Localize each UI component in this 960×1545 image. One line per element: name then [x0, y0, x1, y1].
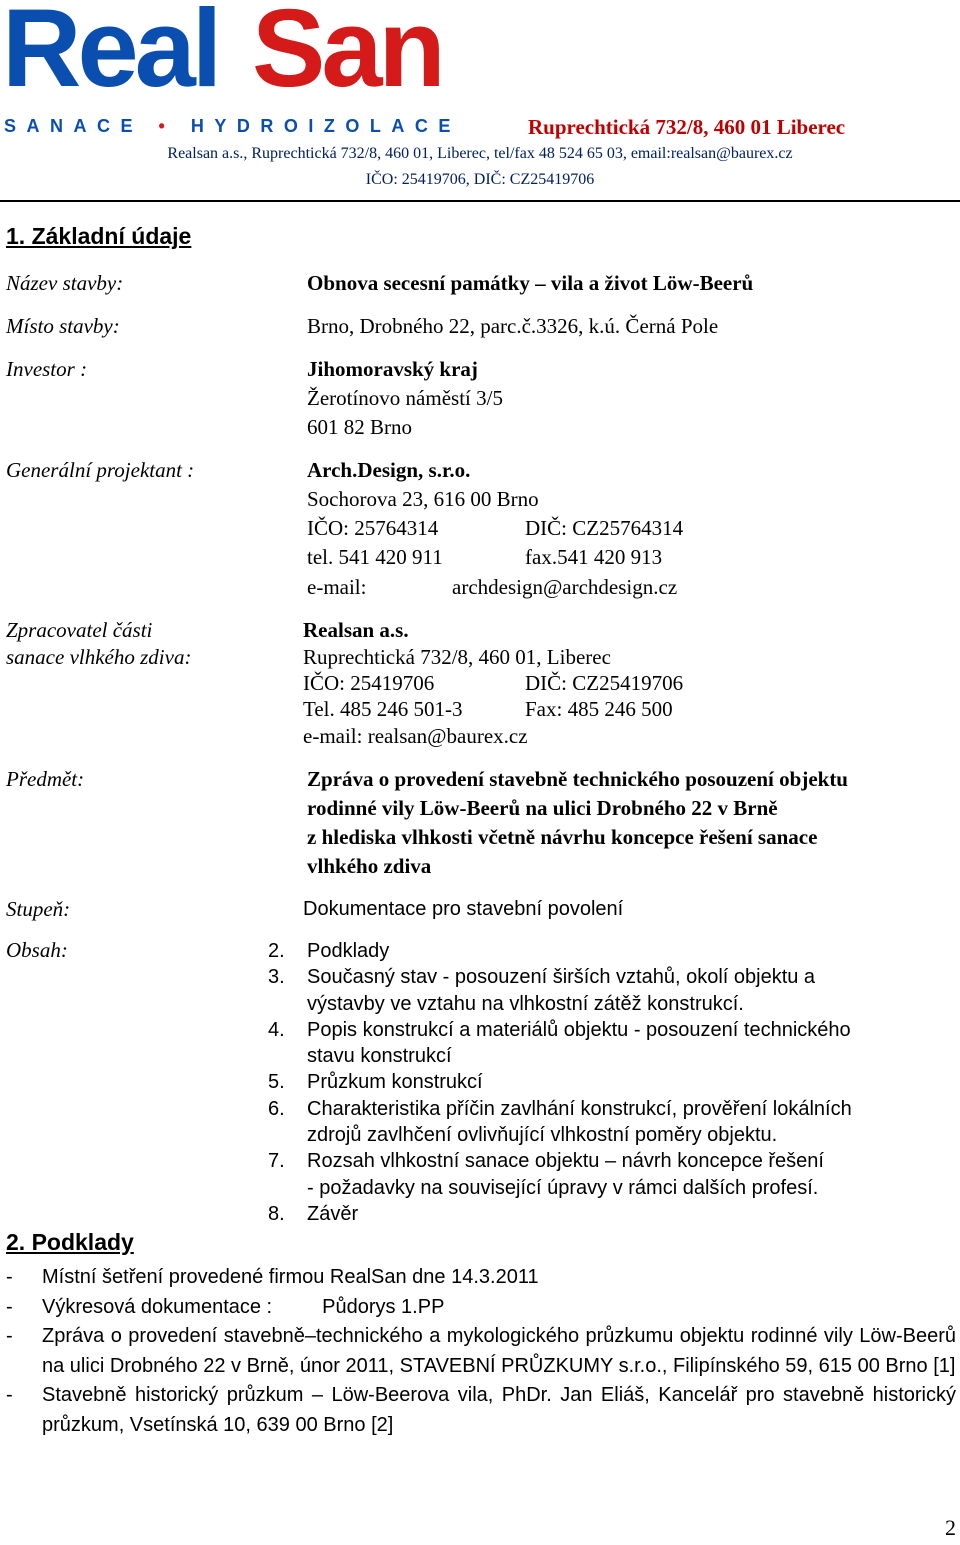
- zpracovatel-fax: Fax: 485 246 500: [525, 697, 673, 721]
- podklady-item: [6, 1263, 956, 1293]
- zpracovatel-label-2: sanace vlhkého zdiva:: [6, 645, 192, 669]
- podklady-text: Zpráva o provedení stavebně–technického a mykologického průzkumu objektu rodinné vily Löw-Beerů na ulici Drobného 22 v Brně, únor 2011, STAVEBNÍ PRŮZKUMY s.r.o., Filipínského 59, 615 00 Brno [1]: [42, 1325, 956, 1377]
- predmet-line-3: z hlediska vlhkosti včetně návrhu koncepce řešení sanace: [307, 825, 818, 849]
- projektant-street: Sochorova 23, 616 00 Brno: [307, 487, 539, 511]
- logo-san-text: San: [252, 0, 442, 110]
- projektant-dic: DIČ: CZ25764314: [525, 516, 684, 540]
- podklady-item: [6, 1322, 956, 1381]
- obsah-item-text: Charakteristika příčin zavlhání konstrukcí, prověření lokálních: [307, 1097, 852, 1120]
- predmet-line-1: Zpráva o provedení stavebně technického posouzení objektu: [307, 767, 848, 791]
- obsah-item: [268, 1148, 948, 1201]
- tagline-separator: •: [158, 116, 176, 136]
- logo-tagline: [4, 116, 461, 137]
- predmet-line-2: rodinné vily Löw-Beerů na ulici Drobného 22 v Brně: [307, 796, 778, 820]
- obsah-item: [268, 938, 948, 964]
- podklady-item: [6, 1381, 956, 1440]
- obsah-item-text: výstavby ve vztahu na vlhkostní zátěž konstrukcí.: [307, 992, 744, 1015]
- podklady-dash: -: [6, 1295, 13, 1318]
- obsah-item-number: 7.: [268, 1150, 285, 1173]
- obsah-item-number: 4.: [268, 1018, 285, 1041]
- stupen-label: Stupeň:: [6, 897, 71, 921]
- projektant-tel: tel. 541 420 911: [307, 545, 443, 569]
- podklady-item: [6, 1293, 956, 1323]
- investor-name: Jihomoravský kraj: [307, 357, 478, 381]
- header-contact-line: Realsan a.s., Ruprechtická 732/8, 460 01, Liberec, tel/fax 48 524 65 03, email:realsan@baurex.cz: [167, 145, 793, 162]
- logo-real-text: Real: [2, 0, 219, 110]
- header-divider: [0, 200, 960, 202]
- page-number: 2: [945, 1515, 956, 1540]
- podklady-dash: -: [6, 1384, 13, 1406]
- header-address: Ruprechtická 732/8, 460 01 Liberec: [528, 115, 846, 139]
- obsah-item-text: Popis konstrukcí a materiálů objektu - posouzení technického: [307, 1018, 851, 1041]
- obsah-item-text: Rozsah vlhkostní sanace objektu – návrh koncepce řešení: [307, 1150, 824, 1173]
- obsah-item-number: 2.: [268, 940, 285, 962]
- podklady-text: Výkresová dokumentace : Půdorys 1.PP: [42, 1295, 445, 1318]
- obsah-item-text: stavu konstrukcí: [307, 1045, 452, 1068]
- obsah-item: [268, 964, 948, 1017]
- obsah-item-text: Podklady: [307, 940, 390, 962]
- investor-city: 601 82 Brno: [307, 415, 412, 439]
- projektant-label: Generální projektant :: [6, 458, 195, 482]
- obsah-list: [268, 938, 948, 1227]
- projektant-ico: IČO: 25764314: [307, 516, 439, 540]
- projektant-email-label: e-mail:: [307, 575, 367, 599]
- section-2-title: 2. Podklady: [6, 1229, 134, 1255]
- zpracovatel-name: Realsan a.s.: [303, 618, 409, 642]
- projektant-email: archdesign@archdesign.cz: [452, 575, 678, 599]
- section-1-title: 1. Základní údaje: [6, 223, 192, 249]
- misto-value: Brno, Drobného 22, parc.č.3326, k.ú. Černá Pole: [307, 314, 719, 338]
- predmet-line-4: vlhkého zdiva: [307, 854, 432, 878]
- obsah-item: [268, 1201, 948, 1227]
- tagline-left: SANACE: [4, 116, 144, 136]
- investor-street: Žerotínovo náměstí 3/5: [307, 386, 503, 410]
- misto-label: Místo stavby:: [6, 314, 120, 338]
- nazev-label: Název stavby:: [6, 271, 124, 295]
- tagline-right: HYDROIZOLACE: [190, 116, 461, 136]
- predmet-label: Předmět:: [6, 767, 85, 791]
- obsah-item-number: 8.: [268, 1202, 285, 1225]
- zpracovatel-tel: Tel. 485 246 501-3: [303, 697, 463, 721]
- projektant-fax: fax.541 420 913: [525, 545, 663, 569]
- obsah-item-text: Současný stav - posouzení širších vztahů, okolí objektu a: [307, 966, 816, 989]
- zpracovatel-label-1: Zpracovatel části: [6, 618, 153, 642]
- obsah-item-text: Závěr: [307, 1202, 359, 1225]
- obsah-item-number: 6.: [268, 1097, 285, 1120]
- zpracovatel-ico: IČO: 25419706: [303, 671, 435, 695]
- obsah-item-text: Průzkum konstrukcí: [307, 1071, 483, 1094]
- nazev-value: Obnova secesní památky – vila a život Löw-Beerů: [307, 271, 754, 295]
- podklady-text: Místní šetření provedené firmou RealSan dne 14.3.2011: [42, 1266, 539, 1288]
- stupen-value: Dokumentace pro stavební povolení: [303, 898, 624, 920]
- obsah-item: [268, 1096, 948, 1149]
- obsah-label: Obsah:: [6, 938, 68, 962]
- investor-label: Investor :: [6, 357, 88, 381]
- obsah-item-number: 5.: [268, 1071, 285, 1094]
- zpracovatel-email: e-mail: realsan@baurex.cz: [303, 724, 528, 748]
- podklady-dash: -: [6, 1266, 13, 1288]
- header-ids-line: IČO: 25419706, DIČ: CZ25419706: [365, 171, 595, 188]
- obsah-item-number: 3.: [268, 966, 285, 989]
- podklady-list: [6, 1263, 956, 1440]
- zpracovatel-street: Ruprechtická 732/8, 460 01, Liberec: [303, 645, 611, 669]
- obsah-item: [268, 1069, 948, 1095]
- projektant-name: Arch.Design, s.r.o.: [307, 458, 471, 482]
- podklady-text: Stavebně historický průzkum – Löw-Beerova vila, PhDr. Jan Eliáš, Kancelář pro stavebně historický průzkum, Vsetínská 10, 639 00 Brno [2]: [42, 1384, 956, 1436]
- obsah-item: [268, 1017, 948, 1070]
- obsah-item-text: - požadavky na související úpravy v rámci dalších profesí.: [307, 1176, 819, 1199]
- obsah-item-text: zdrojů zavlhčení ovlivňující vlhkostní poměry objektu.: [307, 1124, 778, 1147]
- zpracovatel-dic: DIČ: CZ25419706: [525, 671, 684, 695]
- podklady-dash: -: [6, 1325, 13, 1347]
